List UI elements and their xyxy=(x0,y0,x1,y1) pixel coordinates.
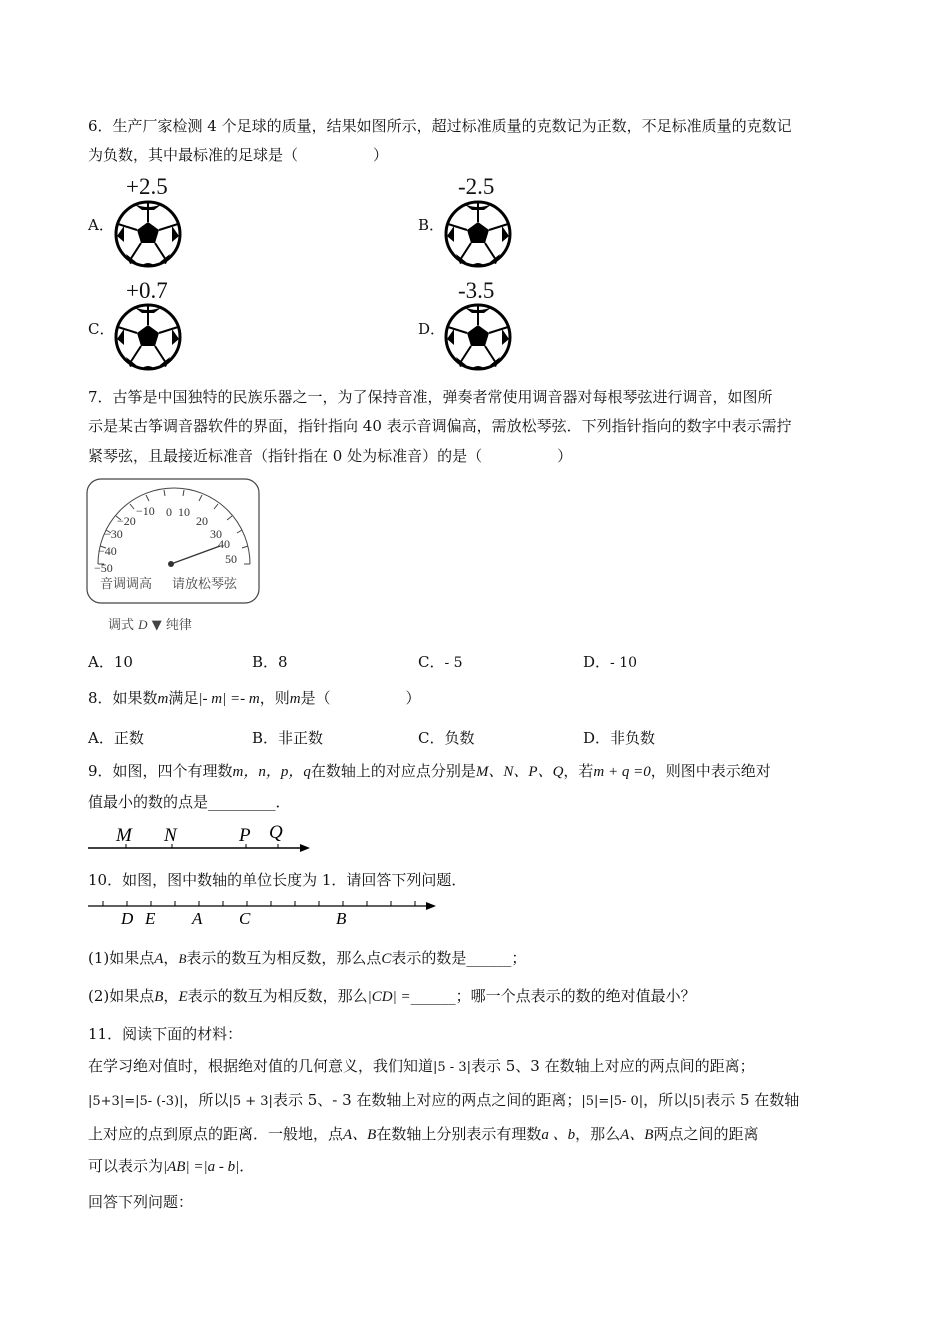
tuner-tick: −30 xyxy=(104,527,123,541)
tuner-tick: 0 xyxy=(166,505,172,519)
axis-label-b: B xyxy=(336,909,347,928)
q6-line1: 6．生产厂家检测 4 个足球的质量，结果如图所示，超过标准质量的克数记为正数，不足标准质量的克数记 xyxy=(88,117,792,135)
axis-label-m: M xyxy=(116,825,132,846)
q10-part2: (2)如果点B，E表示的数互为相反数，那么|CD| =______；哪一个点表示的数的绝对值最小？ xyxy=(88,987,696,1005)
q10-title: 10．如图，图中数轴的单位长度为 1．请回答下列问题． xyxy=(88,871,467,889)
soccer-ball-icon xyxy=(114,200,182,272)
q9-line2: 值最小的数的点是_________． xyxy=(88,793,291,811)
q6-option-a-value: +2.5 xyxy=(126,174,168,199)
q6-option-d-value: -3.5 xyxy=(458,278,495,303)
axis-label-q: Q xyxy=(269,822,283,843)
q11-line3: 上对应的点到原点的距离．一般地，点A、B在数轴上分别表示有理数a 、b，那么A、B两点之间的距离 xyxy=(88,1125,759,1143)
q11-line5: 回答下列问题： xyxy=(88,1193,194,1211)
q11-line4: 可以表示为|AB| =|a - b|． xyxy=(88,1157,255,1175)
tuner-tick: 50 xyxy=(225,552,237,566)
tuner-tick: −20 xyxy=(117,514,136,528)
q10-part1: (1)如果点A，B表示的数互为相反数，那么点C表示的数是______； xyxy=(88,949,527,967)
q7-option-d: D．- 10 xyxy=(583,653,638,671)
tuner-figure xyxy=(86,478,262,610)
q7-option-c: C．- 5 xyxy=(418,653,463,671)
tuner-tick: −40 xyxy=(98,544,117,558)
q7-line3: 紧琴弦，且最接近标准音（指针指在 0 处为标准音）的是（ ） xyxy=(88,447,573,465)
q8-stem: 8．如果数m满足|- m| =- m，则m是（ ） xyxy=(88,689,421,707)
axis-label-e: E xyxy=(145,909,156,928)
soccer-ball-icon xyxy=(444,200,512,272)
tuner-footer-key: D xyxy=(138,617,148,632)
q6-option-b-letter: B． xyxy=(418,216,445,234)
q7-option-a: A．10 xyxy=(88,653,133,671)
q10-number-line xyxy=(86,896,442,934)
q8-option-c: C．负数 xyxy=(418,729,475,747)
q9-line1: 9．如图，四个有理数m，n，p，q在数轴上的对应点分别是M、N、P、Q，若m + q =0，则图中表示绝对 xyxy=(88,762,771,780)
q6-option-c-letter: C． xyxy=(88,320,115,338)
tuner-tick: 30 xyxy=(210,527,222,541)
q11-title: 11．阅读下面的材料： xyxy=(88,1025,243,1043)
soccer-ball-icon xyxy=(444,303,512,375)
tuner-right-caption: 请放松琴弦 xyxy=(172,576,238,591)
q11-line2: |5+3|=|5- (-3)|，所以|5 + 3|表示 5、- 3 在数轴上对应的两点之间的距离；|5|=|5- 0|，所以|5|表示 5 在数轴 xyxy=(88,1091,800,1109)
q11-line1: 在学习绝对值时，根据绝对值的几何意义，我们知道|5 - 3|表示 5、3 在数轴上对应的两点间的距离； xyxy=(88,1057,755,1075)
tuner-footer-mode: 纯律 xyxy=(165,618,192,633)
tuner-left-caption: 音调调高 xyxy=(100,576,153,591)
axis-label-a: A xyxy=(192,909,203,928)
q8-option-b: B．非正数 xyxy=(252,729,324,747)
tuner-tick: −10 xyxy=(136,504,155,518)
q6-option-d-letter: D． xyxy=(418,320,446,338)
q8-formula: |- m| =- m xyxy=(198,691,260,707)
tuner-footer xyxy=(108,614,192,633)
tuner-tick: 40 xyxy=(218,537,230,551)
axis-label-p: P xyxy=(239,825,251,846)
q6-option-c-value: +0.7 xyxy=(126,278,168,303)
axis-label-d: D xyxy=(121,909,134,928)
triangle-down-icon: ▼ xyxy=(151,618,162,633)
q8-option-a: A．正数 xyxy=(88,729,144,747)
axis-label-n: N xyxy=(164,825,177,846)
q6-option-b-value: -2.5 xyxy=(458,174,495,199)
axis-label-c: C xyxy=(239,909,251,928)
tuner-footer-prefix: 调式 xyxy=(108,618,135,633)
tuner-tick: 10 xyxy=(178,505,190,519)
q9-number-line xyxy=(86,820,316,860)
q8-option-d: D．非负数 xyxy=(583,729,656,747)
soccer-ball-icon xyxy=(114,303,182,375)
q6-option-a-letter: A． xyxy=(88,216,114,234)
tuner-tick: 20 xyxy=(196,514,208,528)
q7-line2: 示是某古筝调音器软件的界面，指针指向 40 表示音调偏高，需放松琴弦．下列指针指向的数字中表示需拧 xyxy=(88,417,792,435)
q7-option-b: B．8 xyxy=(252,653,288,671)
q6-line2: 为负数，其中最标准的足球是（ ） xyxy=(88,146,389,164)
q7-line1: 7．古筝是中国独特的民族乐器之一，为了保持音准，弹奏者常使用调音器对每根琴弦进行调音，如图所 xyxy=(88,388,773,406)
tuner-tick: −50 xyxy=(94,561,113,575)
